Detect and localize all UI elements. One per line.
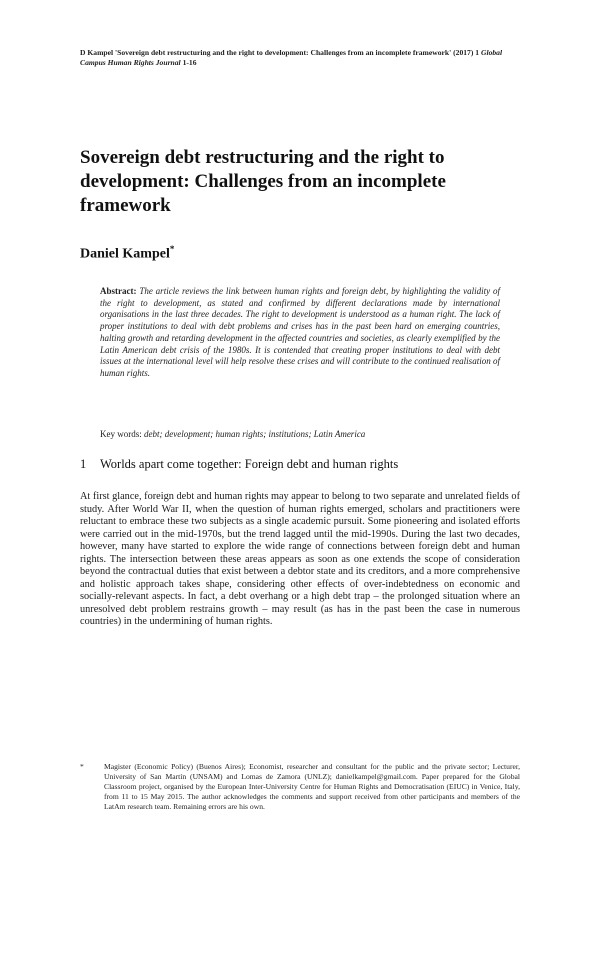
citation-journal: Global Campus Human Rights Journal [80,48,503,67]
keywords-values: debt; development; human rights; institutions; Latin America [144,429,366,439]
abstract [100,286,500,380]
citation-pages: 1-16 [182,58,197,67]
body-paragraph: At first glance, foreign debt and human rights may appear to belong to two separate and unrelated fields of study. After World War II, when the question of human rights emerged, scholars and practitioners were reluctant to embrace these two subjects as a single academic pursuit. Some pioneering and isolated efforts were carried out in the mid-1970s, but the trend lagged until the mid-1990s. During the last two decades, however, many have started to explore the wide range of connections between foreign debt and human rights. The intersection between these areas appears as soon as one extends the scope of consideration beyond the contractual duties that exist between a debtor state and its creditors, and a more comprehensive and holistic approach takes shape, considering other effects of over-indebtedness on economic and socially-relevant aspects. In fact, a debt overhang or a high debt trap – the prolonged situation where an unresolved debt problem restrains growth – may result (as has in the past been the case in numerous countries) in the undermining of human rights. [80,491,520,627]
citation-header [80,48,520,68]
keywords [100,428,500,440]
abstract-text: The article reviews the link between human rights and foreign debt, by highlighting the validity of the right to development, as stated and confirmed by different declarations made by international organisations in the last three decades. The right to development is understood as a human right. The lack of proper institutions to deal with debt problems and crises has in the past been hard on emerging countries, halting growth and retarding development in the affected countries and societies, as clearly exemplified by the Latin American debt crisis of the 1980s. It is contended that creating proper institutions to deal with debt issues at the international level will help resolve these crises and will contribute to the continued realisation of human rights. [100,286,500,378]
abstract-label: Abstract: [100,286,137,296]
section-heading [80,456,520,472]
footnote-mark: * [80,762,84,771]
footnote [80,762,520,812]
paper-title: Sovereign debt restructuring and the right to development: Challenges from an incomplete framework [80,147,446,216]
keywords-label: Key words: [100,429,142,439]
author-line [80,244,174,263]
author-name: Daniel Kampel [80,246,170,262]
author-footnote-mark: * [169,244,175,254]
section-title: Worlds apart come together: Foreign debt and human rights [100,457,399,471]
footnote-text: Magister (Economic Policy) (Buenos Aires); Economist, researcher and consultant for the public and the private sector; Lecturer, University of San Martín (UNSAM) and Lomas de Zamora (UNLZ); danielkampel@gmail.com. Paper prepared for the Global Classroom project, organised by the European Inter-University Centre for Human Rights and Democratisation (EIUC) in Venice, Italy, from 11 to 15 May 2015. The author acknowledges the comments and support received from other participants and members of the LatAm research team. Remaining errors are his own. [104,762,520,811]
citation-prefix: D Kampel 'Sovereign debt restructuring and the right to development: Challenges from an incomplete framework' (2017) 1 [80,48,480,57]
section-number: 1 [80,457,87,471]
